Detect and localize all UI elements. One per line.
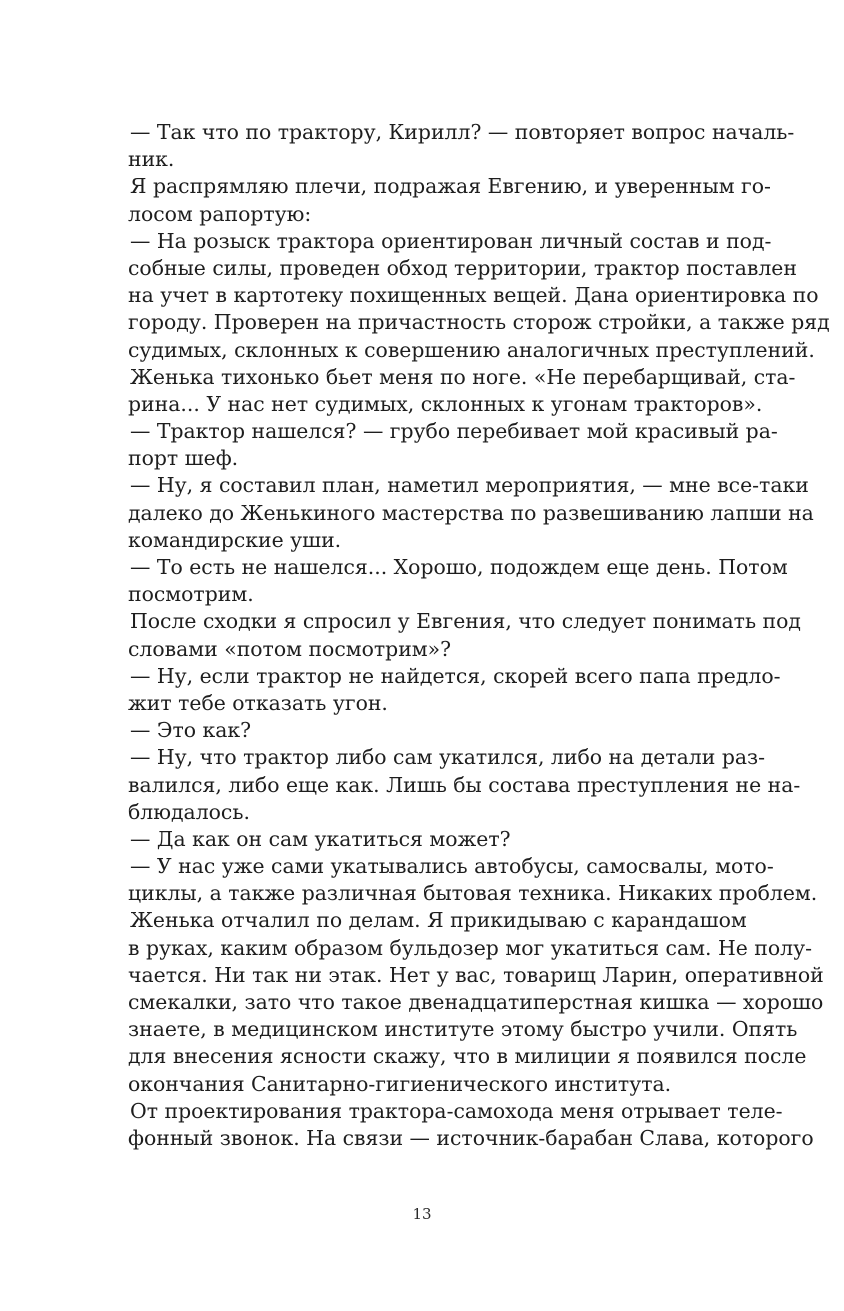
body-text [128, 119, 830, 1152]
text-line: — Ну, если трактор не найдется, скорей всего папа предло- [130, 663, 781, 688]
text-line: — У нас уже сами укатывались автобусы, самосвалы, мото- [130, 854, 774, 879]
text-line: далеко до Женькиного мастерства по развешиванию лапши на [128, 500, 814, 525]
text-line: на учет в картотеку похищенных вещей. Дана ориентировка по [128, 283, 819, 308]
text-line: — То есть не нашелся... Хорошо, подождем еще день. Потом [130, 555, 788, 579]
text-line: словами «потом посмотрим»? [128, 636, 452, 661]
text-line: рина... У нас нет судимых, склонных к угонам тракторов». [128, 391, 763, 416]
text-line: окончания Санитарно-гигиенического института. [128, 1071, 672, 1096]
text-line: — Ну, что трактор либо сам укатился, либо на детали раз- [130, 745, 766, 770]
text-line: — Так что по трактору, Кирилл? — повторяет вопрос началь- [130, 120, 795, 144]
page-number: 13 [412, 1205, 432, 1223]
text-line: городу. Проверен на причастность сторож стройки, а также ряд [128, 310, 830, 335]
text-line: чается. Ни так ни этак. Нет у вас, товарищ Ларин, оперативной [128, 962, 824, 987]
text-line: После сходки я спросил у Евгения, что следует понимать под [130, 609, 801, 634]
text-line: От проектирования трактора-самохода меня отрывает теле- [130, 1098, 783, 1123]
text-line: — Трактор нашелся? — грубо перебивает мой красивый ра- [130, 419, 778, 444]
text-line: знаете, в медицинском институте этому быстро учили. Опять [128, 1017, 798, 1042]
text-line: жит тебе отказать угон. [128, 690, 388, 715]
text-line: смекалки, зато что такое двенадцатиперстная кишка — хорошо [128, 990, 824, 1014]
text-line: Женька отчалил по делам. Я прикидываю с карандашом [130, 908, 747, 933]
text-line: — Ну, я составил план, наметил мероприятия, — мне все-таки [130, 473, 809, 498]
text-line: валился, либо еще как. Лишь бы состава преступления не на- [128, 772, 801, 797]
text-line: собные силы, проведен обход территории, трактор поставлен [128, 255, 797, 280]
text-line: командирские уши. [128, 527, 342, 552]
text-line: фонный звонок. На связи — источник-барабан Слава, которого [128, 1125, 814, 1150]
text-line: для внесения ясности скажу, что в милиции я появился после [128, 1044, 807, 1069]
text-line: Женька тихонько бьет меня по ноге. «Не перебарщивай, ста- [130, 364, 796, 389]
text-line: — На розыск трактора ориентирован личный состав и под- [130, 228, 772, 253]
text-line: лосом рапортую: [128, 201, 312, 226]
text-line: — Да как он сам укатиться может? [130, 826, 511, 851]
text-line: ник. [128, 147, 175, 172]
text-line: порт шеф. [128, 446, 239, 471]
text-line: циклы, а также различная бытовая техника. Никаких проблем. [128, 881, 818, 906]
text-line: — Это как? [130, 718, 252, 743]
text-line: посмотрим. [128, 582, 254, 607]
text-line: в руках, каким образом бульдозер мог укатиться сам. Не полу- [128, 935, 812, 960]
text-line: Я распрямляю плечи, подражая Евгению, и уверенным го- [130, 174, 771, 199]
text-line: судимых, склонных к совершению аналогичных преступлений. [128, 337, 815, 362]
text-line: блюдалось. [128, 799, 250, 824]
